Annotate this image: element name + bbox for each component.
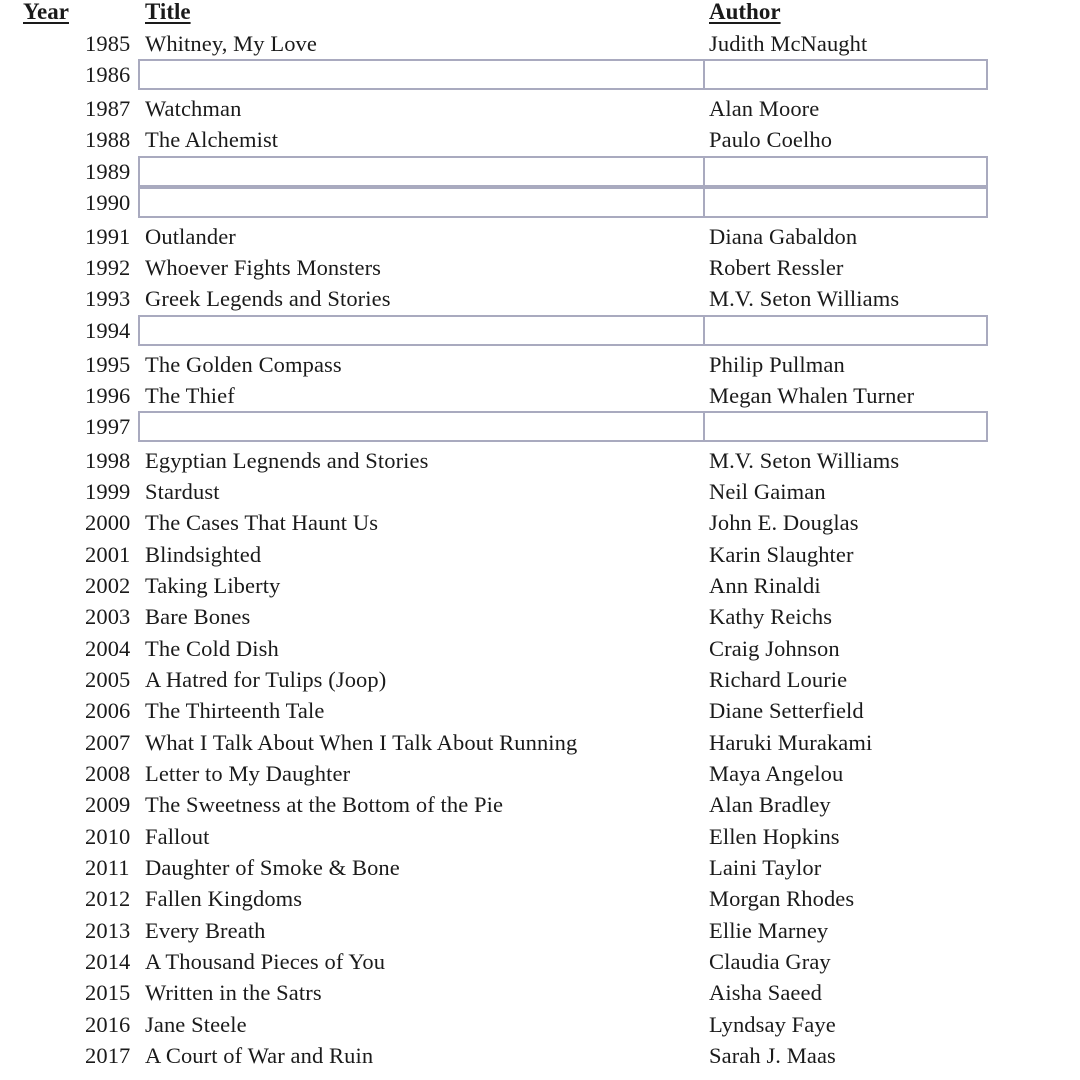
row-title: Stardust	[145, 479, 220, 504]
author-input[interactable]	[703, 59, 988, 90]
row-year: 2002	[85, 573, 131, 598]
table-row	[0, 445, 1080, 476]
row-title: Watchman	[145, 96, 242, 121]
row-year: 1994	[85, 318, 131, 343]
row-year: 2001	[85, 542, 131, 567]
row-title: Written in the Satrs	[145, 980, 322, 1005]
table-row	[0, 28, 1080, 59]
row-year: 2008	[85, 761, 131, 786]
table-row	[0, 349, 1080, 380]
row-year: 2003	[85, 604, 131, 629]
table-row	[0, 852, 1080, 883]
author-input[interactable]	[703, 156, 988, 187]
row-title: Bare Bones	[145, 604, 251, 629]
row-author: Diana Gabaldon	[709, 224, 858, 249]
table-row	[0, 915, 1080, 946]
row-year: 2009	[85, 792, 131, 817]
row-title: The Sweetness at the Bottom of the Pie	[145, 792, 504, 817]
row-author: Morgan Rhodes	[709, 886, 855, 911]
table-row	[0, 380, 1080, 411]
row-author: Judith McNaught	[709, 31, 868, 56]
row-author: Alan Bradley	[709, 792, 831, 817]
row-title: Greek Legends and Stories	[145, 286, 391, 311]
row-title: Whoever Fights Monsters	[145, 255, 382, 280]
row-author: John E. Douglas	[709, 510, 859, 535]
row-year: 1999	[85, 479, 131, 504]
row-year: 2010	[85, 824, 131, 849]
row-author: Claudia Gray	[709, 949, 831, 974]
row-title: The Cold Dish	[145, 636, 279, 661]
row-author: Maya Angelou	[709, 761, 844, 786]
row-title: The Golden Compass	[145, 352, 342, 377]
column-header-title: Title	[145, 0, 191, 24]
row-year: 1990	[85, 190, 131, 215]
table-row	[0, 633, 1080, 664]
row-title: Taking Liberty	[145, 573, 281, 598]
table-row	[0, 315, 1080, 346]
column-header-author: Author	[709, 0, 781, 24]
row-year: 1998	[85, 448, 131, 473]
row-year: 2015	[85, 980, 131, 1005]
row-year: 2005	[85, 667, 131, 692]
row-title: Fallen Kingdoms	[145, 886, 303, 911]
table-row	[0, 570, 1080, 601]
row-title: What I Talk About When I Talk About Running	[145, 730, 578, 755]
table-row	[0, 664, 1080, 695]
row-author: Diane Setterfield	[709, 698, 864, 723]
row-year: 1985	[85, 31, 131, 56]
table-row	[0, 821, 1080, 852]
row-year: 2000	[85, 510, 131, 535]
title-input[interactable]	[138, 315, 706, 346]
row-author: Robert Ressler	[709, 255, 844, 280]
row-author: Megan Whalen Turner	[709, 383, 915, 408]
row-title: Every Breath	[145, 918, 266, 943]
row-year: 1997	[85, 414, 131, 439]
row-author: Lyndsay Faye	[709, 1012, 836, 1037]
table-row	[0, 124, 1080, 155]
row-title: A Thousand Pieces of You	[145, 949, 386, 974]
row-year: 2012	[85, 886, 131, 911]
table-row	[0, 601, 1080, 632]
row-title: Whitney, My Love	[145, 31, 317, 56]
row-year: 2006	[85, 698, 131, 723]
table-row	[0, 411, 1080, 442]
table-row	[0, 93, 1080, 124]
row-year: 2011	[85, 855, 130, 880]
row-title: The Thief	[145, 383, 235, 408]
row-title: Blindsighted	[145, 542, 262, 567]
table-row	[0, 221, 1080, 252]
table-row	[0, 1009, 1080, 1040]
row-author: Alan Moore	[709, 96, 820, 121]
row-author: Paulo Coelho	[709, 127, 833, 152]
row-author: Richard Lourie	[709, 667, 848, 692]
row-year: 1995	[85, 352, 131, 377]
row-title: Jane Steele	[145, 1012, 247, 1037]
row-year: 1989	[85, 159, 131, 184]
row-title: A Court of War and Ruin	[145, 1043, 374, 1068]
table-row	[0, 789, 1080, 820]
table-row	[0, 758, 1080, 789]
row-author: Ellen Hopkins	[709, 824, 840, 849]
row-year: 2007	[85, 730, 131, 755]
row-author: M.V. Seton Williams	[709, 286, 900, 311]
table-row	[0, 883, 1080, 914]
column-header-year: Year	[23, 0, 69, 24]
row-author: Ellie Marney	[709, 918, 829, 943]
row-author: Haruki Murakami	[709, 730, 873, 755]
row-author: Kathy Reichs	[709, 604, 833, 629]
row-author: Neil Gaiman	[709, 479, 826, 504]
row-year: 1996	[85, 383, 131, 408]
row-author: Ann Rinaldi	[709, 573, 821, 598]
row-year: 2013	[85, 918, 131, 943]
row-year: 1993	[85, 286, 131, 311]
row-author: Laini Taylor	[709, 855, 822, 880]
table-row	[0, 156, 1080, 187]
author-input[interactable]	[703, 411, 988, 442]
row-title: Letter to My Daughter	[145, 761, 351, 786]
row-author: Craig Johnson	[709, 636, 840, 661]
table-row	[0, 539, 1080, 570]
table-row	[0, 977, 1080, 1008]
row-title: Daughter of Smoke & Bone	[145, 855, 400, 880]
row-year: 1991	[85, 224, 131, 249]
row-year: 1992	[85, 255, 131, 280]
table-row	[0, 946, 1080, 977]
row-title: The Alchemist	[145, 127, 279, 152]
row-year: 1988	[85, 127, 131, 152]
title-input[interactable]	[138, 156, 706, 187]
table-row	[0, 507, 1080, 538]
author-input[interactable]	[703, 187, 988, 218]
table-row	[0, 283, 1080, 314]
row-year: 2017	[85, 1043, 131, 1068]
row-year: 1986	[85, 62, 131, 87]
row-title: A Hatred for Tulips (Joop)	[145, 667, 387, 692]
title-input[interactable]	[138, 187, 706, 218]
author-input[interactable]	[703, 315, 988, 346]
row-title: Outlander	[145, 224, 236, 249]
table-row	[0, 1040, 1080, 1071]
row-title: The Cases That Haunt Us	[145, 510, 379, 535]
row-author: Sarah J. Maas	[709, 1043, 836, 1068]
title-input[interactable]	[138, 411, 706, 442]
table-row	[0, 476, 1080, 507]
row-year: 2004	[85, 636, 131, 661]
row-title: Egyptian Legnends and Stories	[145, 448, 429, 473]
row-title: Fallout	[145, 824, 210, 849]
row-author: Karin Slaughter	[709, 542, 854, 567]
table-row	[0, 252, 1080, 283]
row-author: M.V. Seton Williams	[709, 448, 900, 473]
table-row	[0, 59, 1080, 90]
table-row	[0, 727, 1080, 758]
row-title: The Thirteenth Tale	[145, 698, 325, 723]
row-author: Philip Pullman	[709, 352, 845, 377]
table-row	[0, 695, 1080, 726]
row-author: Aisha Saeed	[709, 980, 822, 1005]
row-year: 2016	[85, 1012, 131, 1037]
table-row	[0, 187, 1080, 218]
row-year: 1987	[85, 96, 131, 121]
row-year: 2014	[85, 949, 131, 974]
title-input[interactable]	[138, 59, 706, 90]
